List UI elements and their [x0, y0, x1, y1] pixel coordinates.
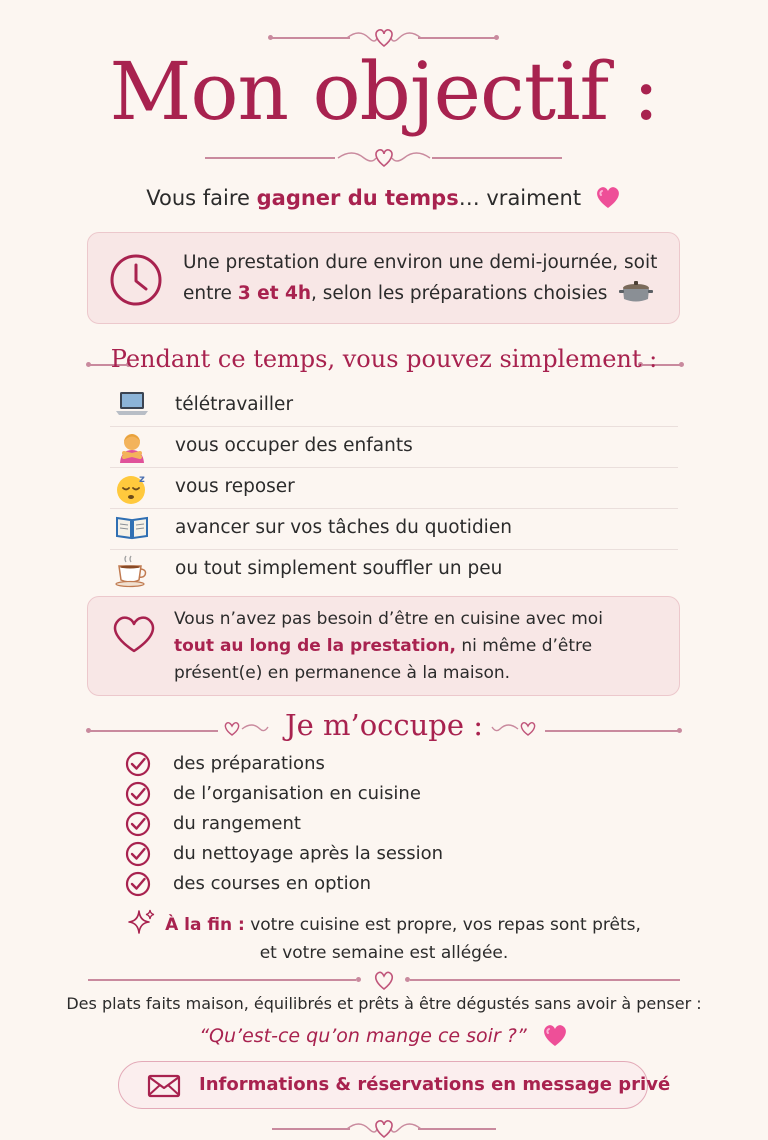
- svg-text:z: z: [139, 474, 145, 485]
- heart-icon: [370, 969, 398, 991]
- list-item: avancer sur vos tâches du quotidien: [110, 509, 678, 550]
- list-item: z vous reposer: [110, 468, 678, 509]
- heart-outline-icon: [110, 613, 158, 655]
- tasks-title: Je m’occupe :: [284, 708, 484, 742]
- quote-text: “Qu’est-ce qu’on mange ce soir ?”: [0, 1022, 768, 1048]
- coffee-cup-icon: [114, 554, 150, 586]
- footer-text: Des plats faits maison, équilibrés et prêts à être dégustés sans avoir à penser :: [66, 994, 702, 1013]
- pink-heart-icon: [541, 1022, 569, 1048]
- pink-heart-icon: [594, 184, 622, 210]
- meanwhile-title: Pendant ce temps, vous pouvez simplement :: [110, 345, 658, 373]
- cooking-pot-icon: [619, 279, 653, 305]
- finale-text: À la fin : votre cuisine est propre, vos repas sont prêts, et votre semaine est allégée.: [0, 908, 768, 967]
- presence-text: Vous n’avez pas besoin d’être en cuisine avec moi tout au long de la prestation, ni même d’être présent(e) en permanence à la maison.: [174, 609, 603, 683]
- laptop-icon: [114, 390, 150, 422]
- subtitle: Vous faire gagner du temps… vraiment: [0, 184, 768, 210]
- open-book-icon: [114, 513, 150, 545]
- contact-button[interactable]: [118, 1061, 671, 1109]
- contact-button-label: Informations & réservations en message privé: [199, 1074, 671, 1095]
- heart-icon: [336, 144, 432, 170]
- sleeping-face-icon: [114, 472, 150, 504]
- page-title: Mon objectif :: [109, 45, 659, 138]
- list-item: vous occuper des enfants: [110, 427, 678, 468]
- duration-card: [87, 232, 680, 324]
- presence-card: [87, 596, 680, 696]
- envelope-icon: [147, 1074, 181, 1098]
- list-item: ou tout simplement souffler un peu: [110, 550, 678, 591]
- check-circle-icon: [125, 811, 151, 837]
- duration-text: Une prestation dure environ une demi-journée, soit entre 3 et 4h, selon les préparations choisies: [183, 252, 658, 304]
- check-circle-icon: [125, 871, 151, 897]
- check-circle-icon: [125, 841, 151, 867]
- check-circle-icon: [125, 751, 151, 777]
- list-item: télétravailler: [110, 386, 678, 427]
- check-circle-icon: [125, 781, 151, 807]
- person-hugging-icon: [114, 431, 150, 463]
- clock-icon: [109, 253, 163, 307]
- heart-icon: [345, 1115, 423, 1140]
- sparkles-icon: [127, 908, 157, 936]
